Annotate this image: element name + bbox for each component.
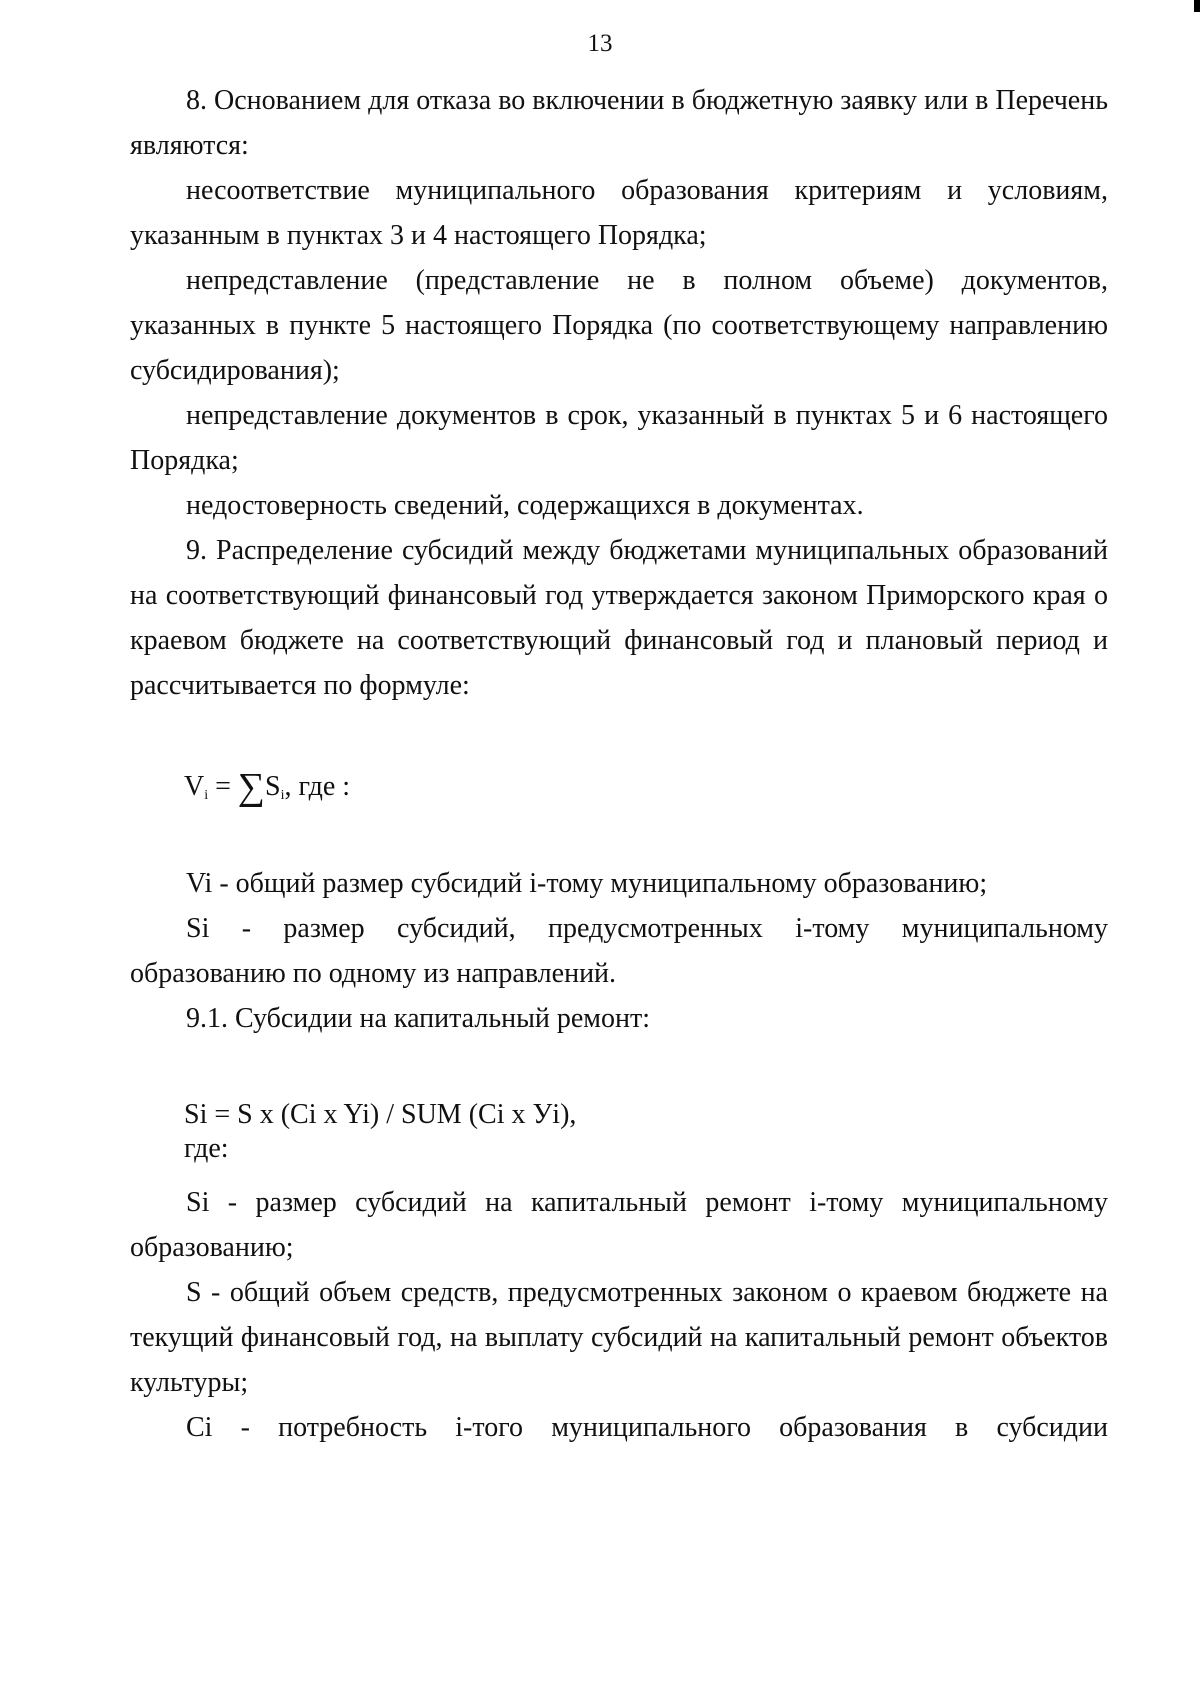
formula-v-subscript: i [204, 788, 209, 803]
formula-si-capital-repair [184, 1098, 576, 1166]
formula-where-line: где: [184, 1133, 229, 1164]
definitions-1 [130, 861, 1108, 1041]
section-8 [130, 78, 1108, 708]
formula-vi-sum [184, 766, 351, 813]
formula-v: V [184, 771, 205, 802]
paragraph-8-deadline: непредставление документов в срок, указанный в пунктах 5 и 6 настоящего Порядка; [130, 400, 1108, 476]
section-9-1-title: 9.1. Субсидии на капитальный ремонт: [186, 1003, 651, 1034]
sigma-symbol: ∑ [237, 766, 266, 808]
scan-corner-mark [1194, 0, 1200, 12]
definitions-2 [130, 1180, 1108, 1450]
paragraph-8-criteria: несоответствие муниципального образования критериям и условиям, указанным в пунктах 3 и 4 настоящего Порядка; [130, 175, 1108, 251]
formula-equals: = [208, 771, 238, 802]
paragraph-8-documents: непредставление (представление не в полном объеме) документов, указанных в пункте 5 настоящего Порядка (по соответствующему направлению субсидирования); [130, 265, 1108, 386]
definition-ci: Ci - потребность i-того муниципального образования в субсидии [186, 1412, 1108, 1443]
formula-s-subscript: i [280, 788, 285, 803]
paragraph-8-intro: 8. Основанием для отказа во включении в бюджетную заявку или в Перечень являются: [130, 85, 1108, 161]
formula-s: S [265, 771, 281, 802]
page-number: 13 [587, 30, 613, 57]
definition-vi: Vi - общий размер субсидий i-тому муниципальному образованию; [186, 868, 988, 899]
definition-si-capital: Si - размер субсидий на капитальный ремонт i-тому муниципальному образованию; [130, 1187, 1108, 1263]
paragraph-9-distribution: 9. Распределение субсидий между бюджетами муниципальных образований на соответствующий финансовый год утверждается законом Приморского края о краевом бюджете на соответствующий финансовый год и плановый период и рассчитывается по формуле: [130, 535, 1108, 701]
definition-s-total: S - общий объем средств, предусмотренных законом о краевом бюджете на текущий финансовый год, на выплату субсидий на капитальный ремонт объектов культуры; [130, 1277, 1108, 1398]
definition-si: Si - размер субсидий, предусмотренных i-тому муниципальному образованию по одному из направлений. [130, 913, 1108, 989]
formula-where: , где : [284, 771, 351, 802]
paragraph-8-accuracy: недостоверность сведений, содержащихся в документах. [186, 490, 864, 521]
formula-si-line: Si = S x (Ci x Yi) / SUM (Ci x Уi), [184, 1099, 577, 1130]
